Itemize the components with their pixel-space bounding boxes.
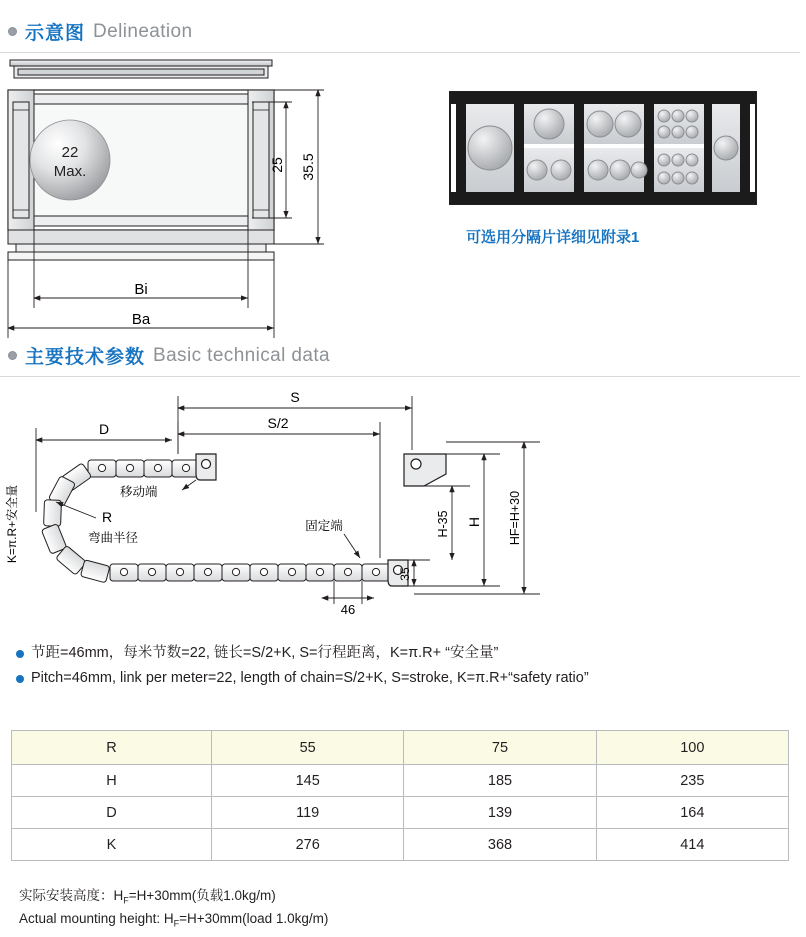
dim-h-35-label: H-35 [436,510,450,538]
ball-label-max: Max. [53,163,87,180]
section-header-delineation [0,18,800,53]
table-header-cell: 75 [404,731,596,765]
footnote-en-sub: F [173,918,180,929]
footnote-cn-suffix: =H+30mm(负载1.0kg/m) [128,888,276,903]
ball-label-value: 22 [61,144,79,161]
table-cell: 164 [596,797,788,829]
section-title-en: Delineation [93,20,193,42]
dim-s2-label: S/2 [267,415,289,431]
dim-ba-label: Ba [131,311,151,328]
table-header-cell: 55 [212,731,404,765]
table-cell: 276 [212,829,404,861]
dim-46-label: 46 [340,602,356,617]
table-header-cell: 100 [596,731,788,765]
footnote-en [19,909,799,932]
technical-notes [16,644,806,693]
dim-d-label: D [98,421,110,437]
bend-radius-label: 弯曲半径 [88,531,139,545]
section-title-cn: 主要技术参数 [25,347,146,368]
note-text-cn: 节距=46mm，每米节数=22, 链长=S/2+K, S=行程距离，K=π.R+ “安全量” [31,645,499,661]
note-row [16,669,806,689]
k-formula-label: K=π.R+安全量 [5,484,19,564]
bullet-icon [8,27,17,36]
divider-sample-image [448,86,758,216]
table-cell: 368 [404,829,596,861]
note-row [16,644,806,664]
section-header-technical [0,342,800,377]
footnote-cn [19,886,799,909]
dim-h-label: H [466,516,482,528]
dim-r-label: R [102,509,113,525]
table-cell: 235 [596,765,788,797]
section-title-en: Basic technical data [153,344,331,366]
dim-35-label: 35 [398,567,412,581]
table-cell: 414 [596,829,788,861]
dim-25-label: 25 [269,157,285,173]
delineation-drawing [0,50,460,328]
table-header-cell: R [12,731,212,765]
table-cell: H [12,765,212,797]
table-row [12,797,789,829]
footnote-en-suffix: =H+30mm(load 1.0kg/m) [179,910,329,926]
bullet-icon [16,675,24,683]
divider-note: 可选用分隔片详细见附录1 [466,229,640,246]
table-cell: K [12,829,212,861]
table-header-row [12,731,789,765]
table-cell: 185 [404,765,596,797]
spec-table [11,730,789,861]
section-title-cn: 示意图 [25,23,86,44]
footnote-en-prefix: Actual mounting height: H [19,910,174,926]
bullet-icon [16,650,24,658]
footnote-cn-sub: F [123,895,129,906]
table-cell: D [12,797,212,829]
table-cell: 145 [212,765,404,797]
moving-end-label: 移动端 [120,485,158,499]
note-text-en: Pitch=46mm, link per meter=22, length of chain=S/2+K, S=stroke, K=π.R+“safety ratio” [31,669,589,686]
spec-table-wrapper [11,730,789,861]
fixed-end-label: 固定端 [305,519,343,533]
table-row [12,829,789,861]
dim-hf-label: HF=H+30 [508,490,522,546]
table-row [12,765,789,797]
table-cell: 139 [404,797,596,829]
footnotes [19,886,799,931]
footnote-cn-prefix: 实际安装高度：H [19,888,124,903]
bullet-icon [8,351,17,360]
technical-drawing [0,382,620,632]
dim-35-5-label: 35.5 [300,153,316,181]
dim-bi-label: Bi [134,281,148,298]
table-cell: 119 [212,797,404,829]
dim-s-label: S [290,389,300,405]
section-divider [0,376,800,377]
